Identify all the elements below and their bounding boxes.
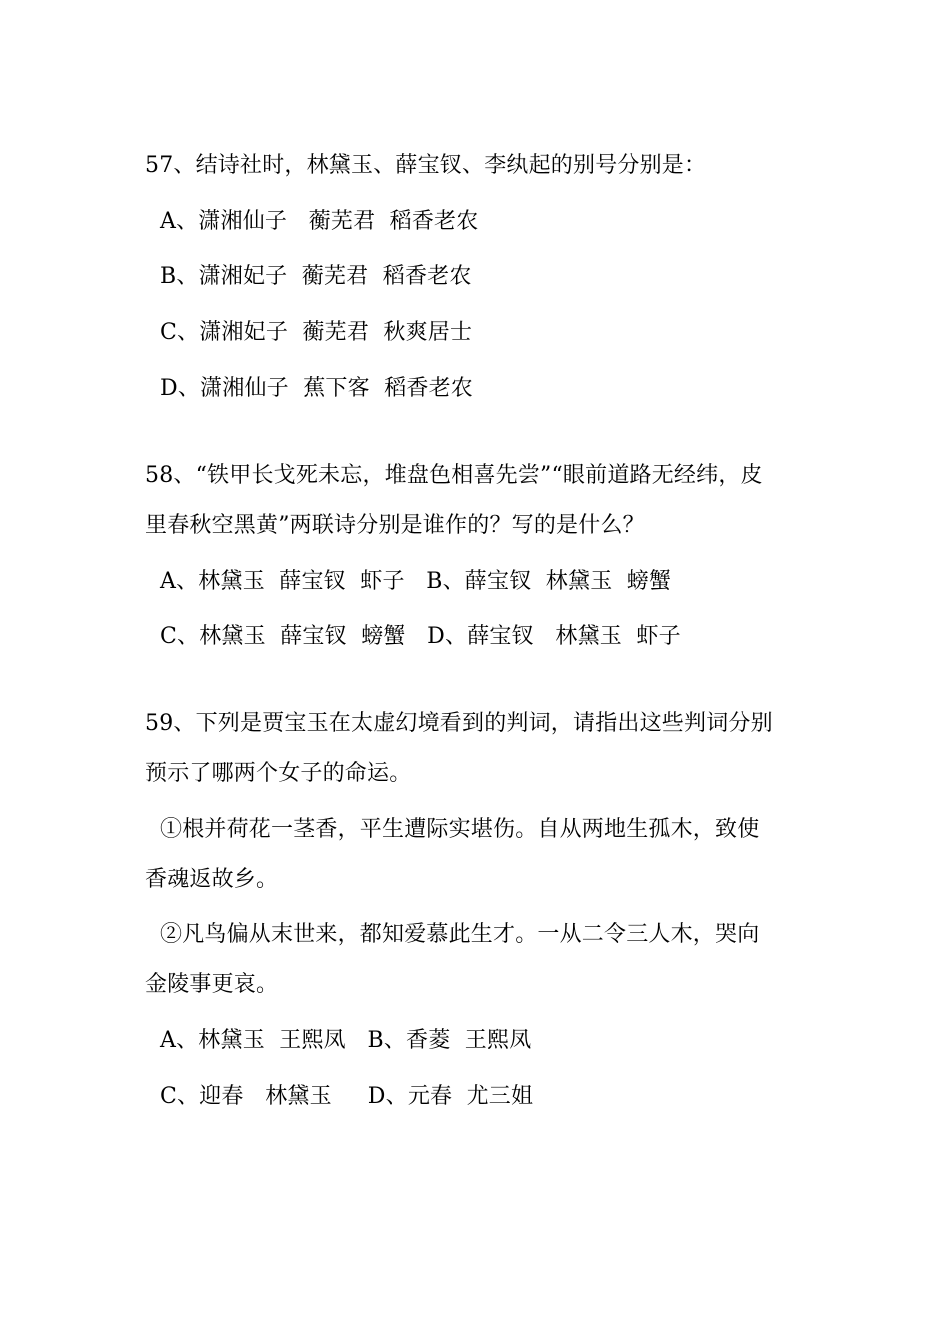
q57-option-a: A、潇湘仙子 蘅芜君 稻香老农 <box>160 209 479 234</box>
q59-verse1-line1: ①根并荷花一茎香，平生遭际实堪伤。自从两地生孤木，致使 <box>160 817 760 842</box>
q58-options-row1: A、林黛玉 薛宝钗 虾子 B、薛宝钗 林黛玉 螃蟹 <box>160 569 672 594</box>
q59-verse2-line1: ②凡鸟偏从末世来，都知爱慕此生才。一从二令三人木，哭向 <box>160 922 760 947</box>
q57-option-c: C、潇湘妃子 蘅芜君 秋爽居士 <box>160 320 473 345</box>
q59-stem-line2: 预示了哪两个女子的命运。 <box>145 761 412 786</box>
q57-option-b: B、潇湘妃子 蘅芜君 稻香老农 <box>160 264 472 289</box>
q57-option-d: D、潇湘仙子 蕉下客 稻香老农 <box>160 376 474 401</box>
q59-options-row1: A、林黛玉 王熙凤 B、香菱 王熙凤 <box>160 1028 532 1053</box>
q58-options-row2: C、林黛玉 薛宝钗 螃蟹 D、薛宝钗 林黛玉 虾子 <box>160 624 681 649</box>
q57-stem: 57、结诗社时，林黛玉、薛宝钗、李纨起的别号分别是： <box>145 153 707 178</box>
q58-stem-line1: 58、“铁甲长戈死未忘，堆盘色相喜先尝”“眼前道路无经纬，皮 <box>145 463 763 488</box>
q59-options-row2: C、迎春 林黛玉 D、元春 尤三姐 <box>160 1084 534 1109</box>
q59-verse2-line2: 金陵事更哀。 <box>145 972 279 997</box>
q59-verse1-line2: 香魂返故乡。 <box>145 867 279 892</box>
q58-stem-line2: 里春秋空黑黄”两联诗分别是谁作的？写的是什么？ <box>145 513 645 538</box>
q59-stem-line1: 59、下列是贾宝玉在太虚幻境看到的判词，请指出这些判词分别 <box>145 711 773 736</box>
